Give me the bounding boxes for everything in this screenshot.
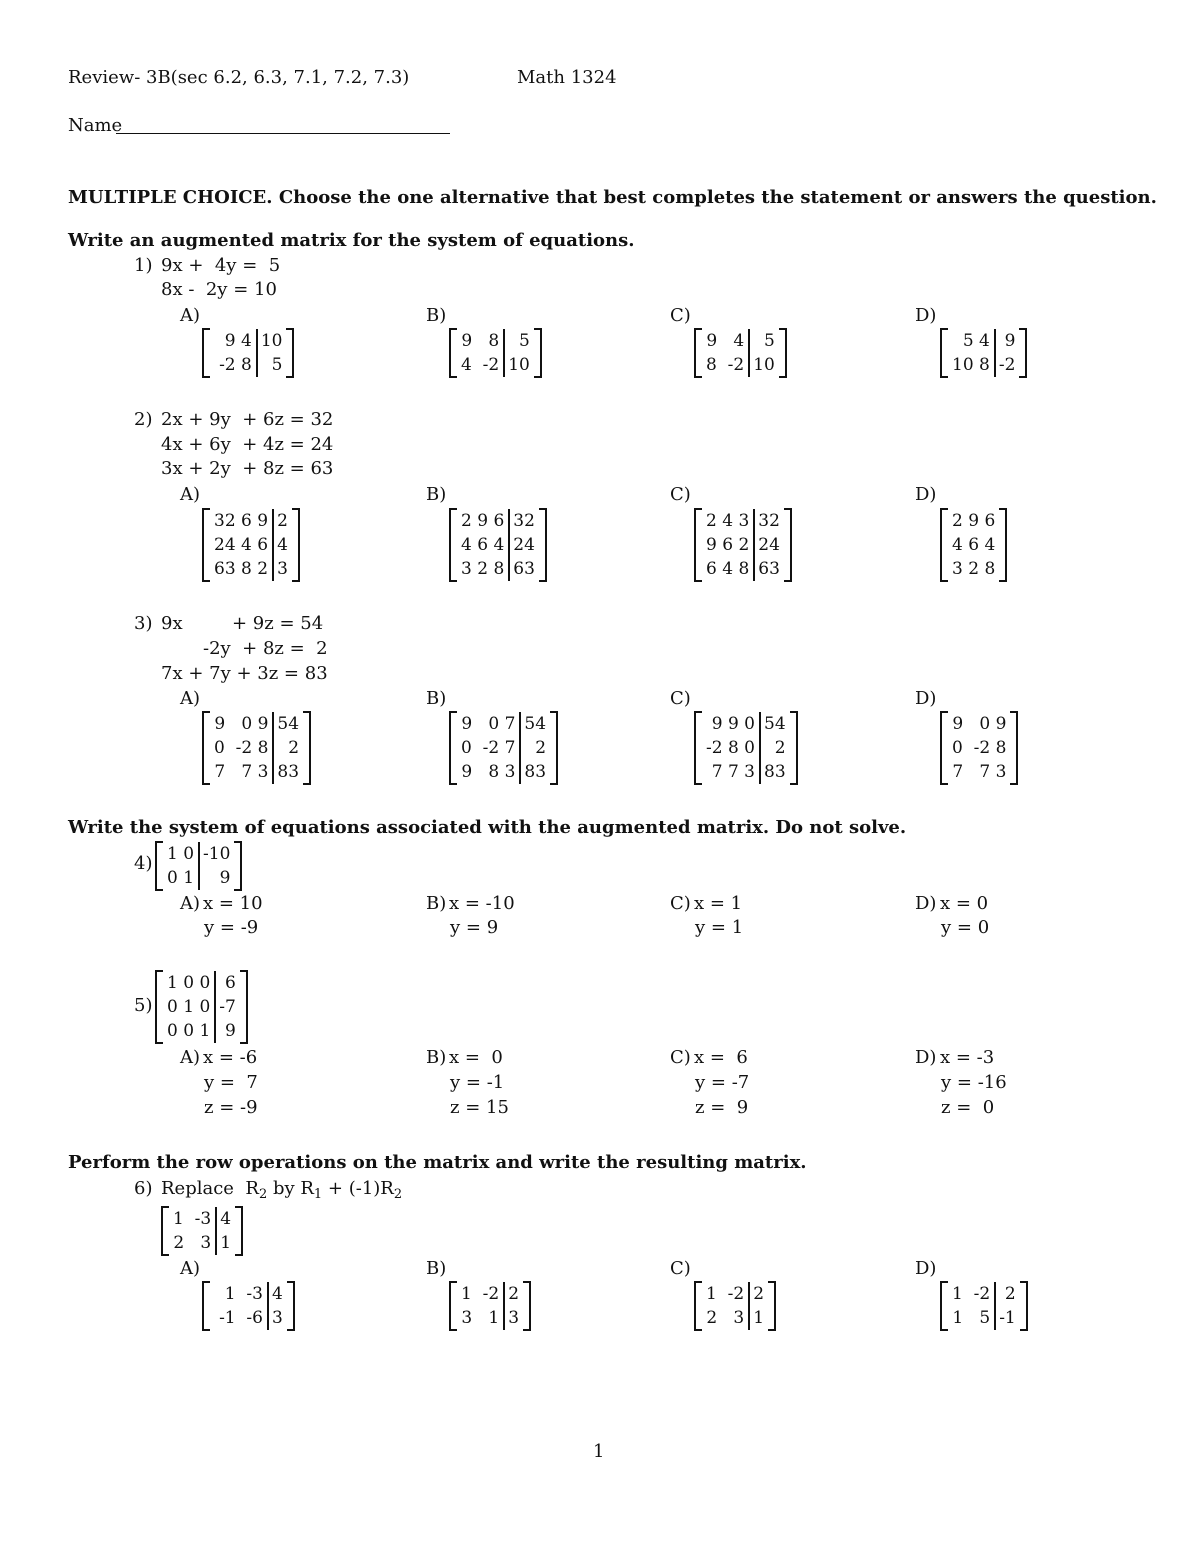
page-number: 1	[593, 1441, 605, 1462]
augmented-matrix	[202, 328, 294, 378]
matrix-cell: 2	[508, 1284, 520, 1304]
matrix-row: 2 3	[173, 1233, 212, 1253]
choice-equation: x = 10	[203, 893, 263, 914]
matrix-row: 1 0	[167, 844, 195, 864]
augmented-matrix	[449, 328, 542, 378]
question-number: 1)	[134, 255, 153, 276]
matrix-cell: 9	[219, 868, 231, 888]
matrix-row: 0 -2 7	[461, 738, 516, 758]
choice-label[interactable]: D)	[915, 1047, 937, 1068]
section-heading-augmented: Write an augmented matrix for the system of equations.	[68, 230, 635, 251]
course-label: Math 1324	[517, 67, 617, 88]
choice-equation: y = 9	[450, 917, 499, 938]
choice-equation: x = -10	[449, 893, 515, 914]
matrix-cell: 2	[282, 738, 300, 758]
matrix-row: 9 4	[706, 331, 745, 351]
choice-label[interactable]: C)	[670, 893, 691, 914]
choice-label[interactable]: B)	[426, 1047, 447, 1068]
review-title: Review- 3B(sec 6.2, 6.3, 7.1, 7.2, 7.3)	[68, 67, 410, 88]
matrix-cell: 1	[220, 1233, 232, 1253]
matrix-cell: 83	[764, 762, 786, 782]
choice-equation: z = 15	[450, 1097, 509, 1118]
choice-label[interactable]: D)	[915, 893, 937, 914]
matrix-row: -2 8 0	[706, 738, 755, 758]
matrix-cell: 6	[225, 973, 236, 993]
choice-label[interactable]: D)	[915, 1258, 937, 1279]
augmented-matrix	[202, 711, 311, 785]
equation-line: 3x + 2y + 8z = 63	[161, 458, 334, 479]
augmented-matrix	[161, 1206, 243, 1256]
choice-label[interactable]: C)	[670, 1047, 691, 1068]
matrix-row: 9 0 7	[461, 714, 516, 734]
matrix-cell: 54	[277, 714, 300, 734]
matrix-row: 6 4 8	[706, 559, 750, 579]
matrix-cell: 83	[277, 762, 300, 782]
matrix-cell: 10	[508, 355, 530, 375]
matrix-cell: -7	[219, 997, 236, 1017]
choice-label[interactable]: B)	[426, 688, 447, 709]
matrix-row: 32 6 9	[214, 511, 269, 531]
section-heading-system: Write the system of equations associated with the augmented matrix. Do not solve.	[68, 817, 907, 838]
choice-equation: x = 1	[694, 893, 743, 914]
matrix-cell: 4	[272, 1284, 283, 1304]
choice-label[interactable]: D)	[915, 305, 937, 326]
matrix-row: 9 8 3	[461, 762, 516, 782]
matrix-cell: 4	[220, 1209, 232, 1229]
choice-label[interactable]: A)	[180, 305, 201, 326]
prompt-text: by R	[267, 1178, 314, 1199]
matrix-row: 7 7 3	[952, 762, 1007, 782]
matrix-row: 0 0 1	[167, 1021, 211, 1041]
matrix-row: 1 -3	[214, 1284, 263, 1304]
matrix-row: 10 8	[952, 355, 990, 375]
choice-equation: x = 0	[449, 1047, 503, 1068]
section-heading-row-operations: Perform the row operations on the matrix and write the resulting matrix.	[68, 1152, 807, 1173]
choice-equation: z = -9	[204, 1097, 258, 1118]
matrix-row: 9 0 9	[214, 714, 269, 734]
choice-equation: y = 7	[204, 1072, 258, 1093]
equation-line: 4x + 6y + 4z = 24	[161, 434, 334, 455]
matrix-cell: -10	[203, 844, 231, 864]
matrix-cell: 63	[758, 559, 780, 579]
augmented-matrix	[940, 328, 1027, 378]
matrix-cell: 24	[513, 535, 535, 555]
matrix-row: 1 -2	[461, 1284, 500, 1304]
matrix-row: 4 6 4	[461, 535, 505, 555]
matrix-cell: 10	[753, 355, 775, 375]
equation-line: 7x + 7y + 3z = 83	[161, 663, 328, 684]
augmented-matrix	[449, 1281, 531, 1331]
augmented-matrix	[449, 508, 547, 582]
matrix-cell: 2	[529, 738, 547, 758]
augmented-matrix	[694, 328, 787, 378]
subscript: 2	[393, 1187, 403, 1202]
choice-equation: y = -1	[450, 1072, 505, 1093]
choice-label[interactable]: A)	[180, 484, 201, 505]
equation-line: 9x + 4y = 5	[161, 255, 281, 276]
equation-term: 9x	[161, 613, 183, 634]
matrix-cell: -2	[998, 355, 1016, 375]
choice-label[interactable]: B)	[426, 484, 447, 505]
matrix-row: -1 -6	[219, 1308, 263, 1328]
matrix-row: 1 -3	[173, 1209, 212, 1229]
row-operation-prompt	[161, 1177, 402, 1207]
augmented-matrix	[202, 508, 300, 582]
matrix-cell: 10	[260, 331, 283, 351]
matrix-cell: 3	[272, 1308, 283, 1328]
matrix-cell: 4	[277, 535, 288, 555]
matrix-row: 0 -2 8	[214, 738, 269, 758]
choice-equation: x = -3	[940, 1047, 995, 1068]
augmented-matrix	[155, 841, 242, 891]
choice-equation: x = 0	[940, 893, 989, 914]
matrix-row: 1 -2	[952, 1284, 991, 1304]
matrix-cell: 2	[277, 511, 288, 531]
matrix-cell: 5	[758, 331, 775, 351]
choice-label[interactable]: D)	[915, 484, 937, 505]
question-number: 2)	[134, 409, 153, 430]
matrix-cell: 24	[758, 535, 780, 555]
matrix-cell: 32	[758, 511, 780, 531]
augmented-matrix	[694, 711, 798, 785]
choice-label[interactable]: C)	[670, 484, 691, 505]
augmented-matrix	[449, 711, 558, 785]
equation-line: 2x + 9y + 6z = 32	[161, 409, 334, 430]
matrix-row: 8 -2	[706, 355, 745, 375]
matrix-row: 2 4 3	[706, 511, 750, 531]
augmented-matrix	[155, 970, 248, 1044]
matrix-cell: 2	[999, 1284, 1016, 1304]
choice-label[interactable]: C)	[670, 1258, 691, 1279]
matrix-row: 3 2 8	[952, 559, 996, 579]
matrix-row: 1 5	[952, 1308, 991, 1328]
choice-label[interactable]: D)	[915, 688, 937, 709]
question-number: 3)	[134, 613, 153, 634]
choice-equation: y = -9	[204, 917, 259, 938]
name-label: Name	[68, 115, 123, 136]
coefficient-matrix	[940, 508, 1007, 582]
matrix-row: 4 -2	[461, 355, 500, 375]
matrix-cell: 54	[764, 714, 786, 734]
instructions: MULTIPLE CHOICE. Choose the one alternative that best completes the statement or answers the question.	[68, 187, 1157, 208]
matrix-cell: 32	[513, 511, 535, 531]
question-number: 6)	[134, 1178, 153, 1199]
matrix-row: 2 3	[706, 1308, 745, 1328]
matrix-row: 2 9 6	[952, 511, 996, 531]
equation-line: 8x - 2y = 10	[161, 279, 277, 300]
matrix-cell: 54	[524, 714, 547, 734]
matrix-cell: 9	[225, 1021, 236, 1041]
matrix-row: 3 1	[461, 1308, 500, 1328]
matrix-cell: 5	[513, 331, 530, 351]
choice-equation: x = -6	[203, 1047, 258, 1068]
matrix-cell: 3	[277, 559, 288, 579]
matrix-row: 1 0 0	[167, 973, 211, 993]
matrix-row: 7 7 3	[706, 762, 755, 782]
subscript: 2	[258, 1187, 268, 1202]
question-number: 5)	[134, 995, 153, 1016]
matrix-row: 4 6 4	[952, 535, 996, 555]
matrix-row: 3 2 8	[461, 559, 505, 579]
matrix-cell: 9	[999, 331, 1016, 351]
coefficient-matrix	[940, 711, 1018, 785]
choice-equation: y = -7	[695, 1072, 750, 1093]
matrix-row: 7 7 3	[214, 762, 269, 782]
choice-equation: z = 0	[941, 1097, 995, 1118]
matrix-row: 5 4	[952, 331, 990, 351]
choice-label[interactable]: A)	[180, 688, 201, 709]
matrix-row: 0 1	[167, 868, 195, 888]
matrix-row: 0 1 0	[167, 997, 211, 1017]
choice-label[interactable]: A)	[180, 893, 201, 914]
choice-label[interactable]: B)	[426, 893, 447, 914]
choice-equation: x = 6	[694, 1047, 748, 1068]
matrix-cell: 2	[753, 1284, 765, 1304]
augmented-matrix	[694, 508, 792, 582]
matrix-row: 9 0 9	[952, 714, 1007, 734]
name-blank-line[interactable]	[116, 133, 450, 134]
subscript: 1	[313, 1187, 323, 1202]
matrix-cell: 63	[513, 559, 535, 579]
question-number: 4)	[134, 853, 153, 874]
matrix-row: 1 -2	[706, 1284, 745, 1304]
choice-label[interactable]: B)	[426, 1258, 447, 1279]
matrix-cell: 1	[753, 1308, 765, 1328]
choice-label[interactable]: C)	[670, 688, 691, 709]
choice-label[interactable]: A)	[180, 1047, 201, 1068]
augmented-matrix	[940, 1281, 1028, 1331]
equation-line: + 9z = 54	[232, 613, 324, 634]
matrix-cell: 3	[508, 1308, 520, 1328]
matrix-cell: -1	[999, 1308, 1016, 1328]
matrix-row: 9 6 2	[706, 535, 750, 555]
prompt-text: + (-1)R	[322, 1178, 394, 1199]
matrix-row: -2 8	[219, 355, 252, 375]
matrix-row: 9 8	[461, 331, 500, 351]
matrix-cell: 2	[769, 738, 786, 758]
choice-equation: y = 0	[941, 917, 990, 938]
matrix-row: 9 4	[214, 331, 252, 351]
choice-label[interactable]: A)	[180, 1258, 201, 1279]
choice-equation: y = -16	[941, 1072, 1007, 1093]
choice-label[interactable]: C)	[670, 305, 691, 326]
matrix-row: 24 4 6	[214, 535, 269, 555]
augmented-matrix	[694, 1281, 776, 1331]
augmented-matrix	[202, 1281, 295, 1331]
matrix-cell: 83	[524, 762, 547, 782]
prompt-text: Replace R	[161, 1178, 259, 1199]
choice-equation: z = 9	[695, 1097, 749, 1118]
matrix-row: 0 -2 8	[952, 738, 1007, 758]
equation-line: -2y + 8z = 2	[203, 638, 328, 659]
matrix-row: 2 9 6	[461, 511, 505, 531]
matrix-row: 9 9 0	[706, 714, 755, 734]
matrix-row: 63 8 2	[214, 559, 269, 579]
matrix-cell: 5	[266, 355, 283, 375]
choice-label[interactable]: B)	[426, 305, 447, 326]
choice-equation: y = 1	[695, 917, 744, 938]
